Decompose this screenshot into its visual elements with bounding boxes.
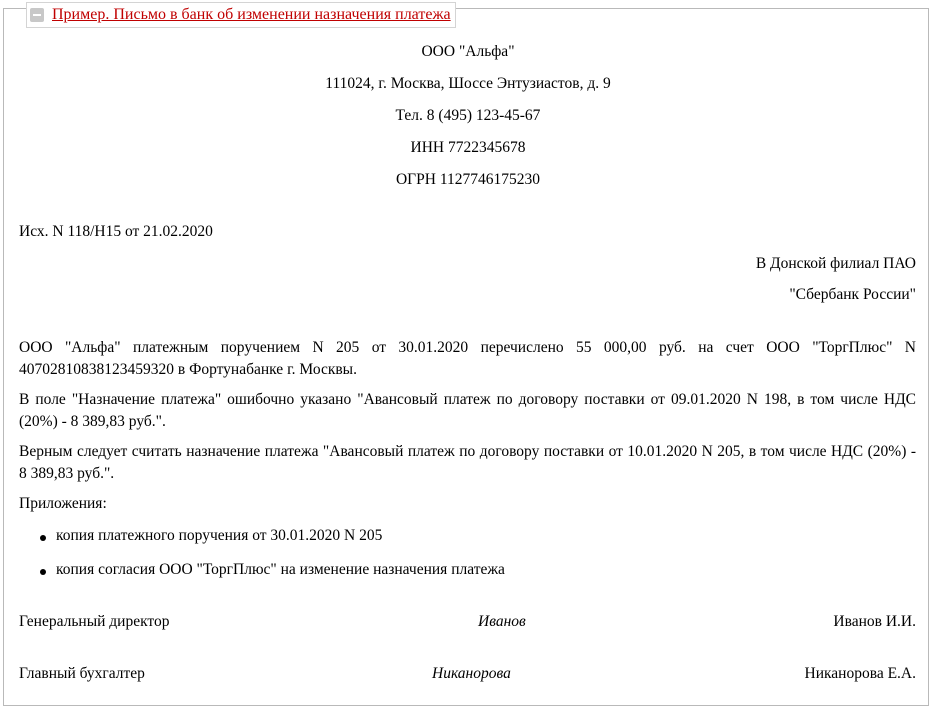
body-paragraph-2: В поле "Назначение платежа" ошибочно указано "Авансовый платеж по договору поставки от 09.01.2020 N 198, в том числе НДС (20%) - 8 389,83 руб.".: [19, 391, 916, 430]
attachment-item-text: копия платежного поручения от 30.01.2020 N 205: [56, 527, 383, 544]
signer-role-director: Генеральный директор: [19, 613, 170, 630]
bullet-icon: [40, 569, 46, 575]
minus-box-icon[interactable]: [30, 8, 44, 22]
list-item: [40, 527, 382, 545]
signer-role-accountant: Главный бухгалтер: [19, 665, 145, 682]
company-phone: Тел. 8 (495) 123-45-67: [395, 107, 541, 124]
signer-name-director: Иванов И.И.: [833, 613, 916, 630]
example-title-link[interactable]: Пример. Письмо в банк об изменении назначения платежа: [52, 6, 451, 23]
company-ogrn: ОГРН 1127746175230: [395, 171, 541, 188]
collapsible-header[interactable]: [26, 2, 456, 28]
signer-name-accountant: Никанорова Е.А.: [804, 665, 916, 682]
attachment-item-text: копия согласия ООО "ТоргПлюс" на изменение назначения платежа: [56, 561, 505, 578]
company-name: ООО "Альфа": [421, 43, 515, 60]
signature-director: Иванов: [478, 613, 526, 630]
outgoing-number: Исх. N 118/Н15 от 21.02.2020: [19, 223, 213, 240]
body-paragraph-1: ООО "Альфа" платежным поручением N 205 от 30.01.2020 перечислено 55 000,00 руб. на счет ООО "ТоргПлюс" N 40702810838123459320 в Фортунабанке г. Москвы.: [19, 339, 916, 378]
company-address: 111024, г. Москва, Шоссе Энтузиастов, д. 9: [325, 75, 611, 92]
body-paragraph-3: Верным следует считать назначение платежа "Авансовый платеж по договору поставки от 10.01.2020 N 205, в том числе НДС (20%) - 8 389,83 руб.".: [19, 443, 916, 482]
list-item: [40, 561, 505, 579]
company-inn: ИНН 7722345678: [410, 139, 526, 156]
recipient-line-2: "Сбербанк России": [789, 286, 916, 303]
bullet-icon: [40, 535, 46, 541]
signature-accountant: Никанорова: [432, 665, 511, 682]
attachments-heading: Приложения:: [19, 495, 107, 512]
recipient-line-1: В Донской филиал ПАО: [755, 255, 916, 272]
